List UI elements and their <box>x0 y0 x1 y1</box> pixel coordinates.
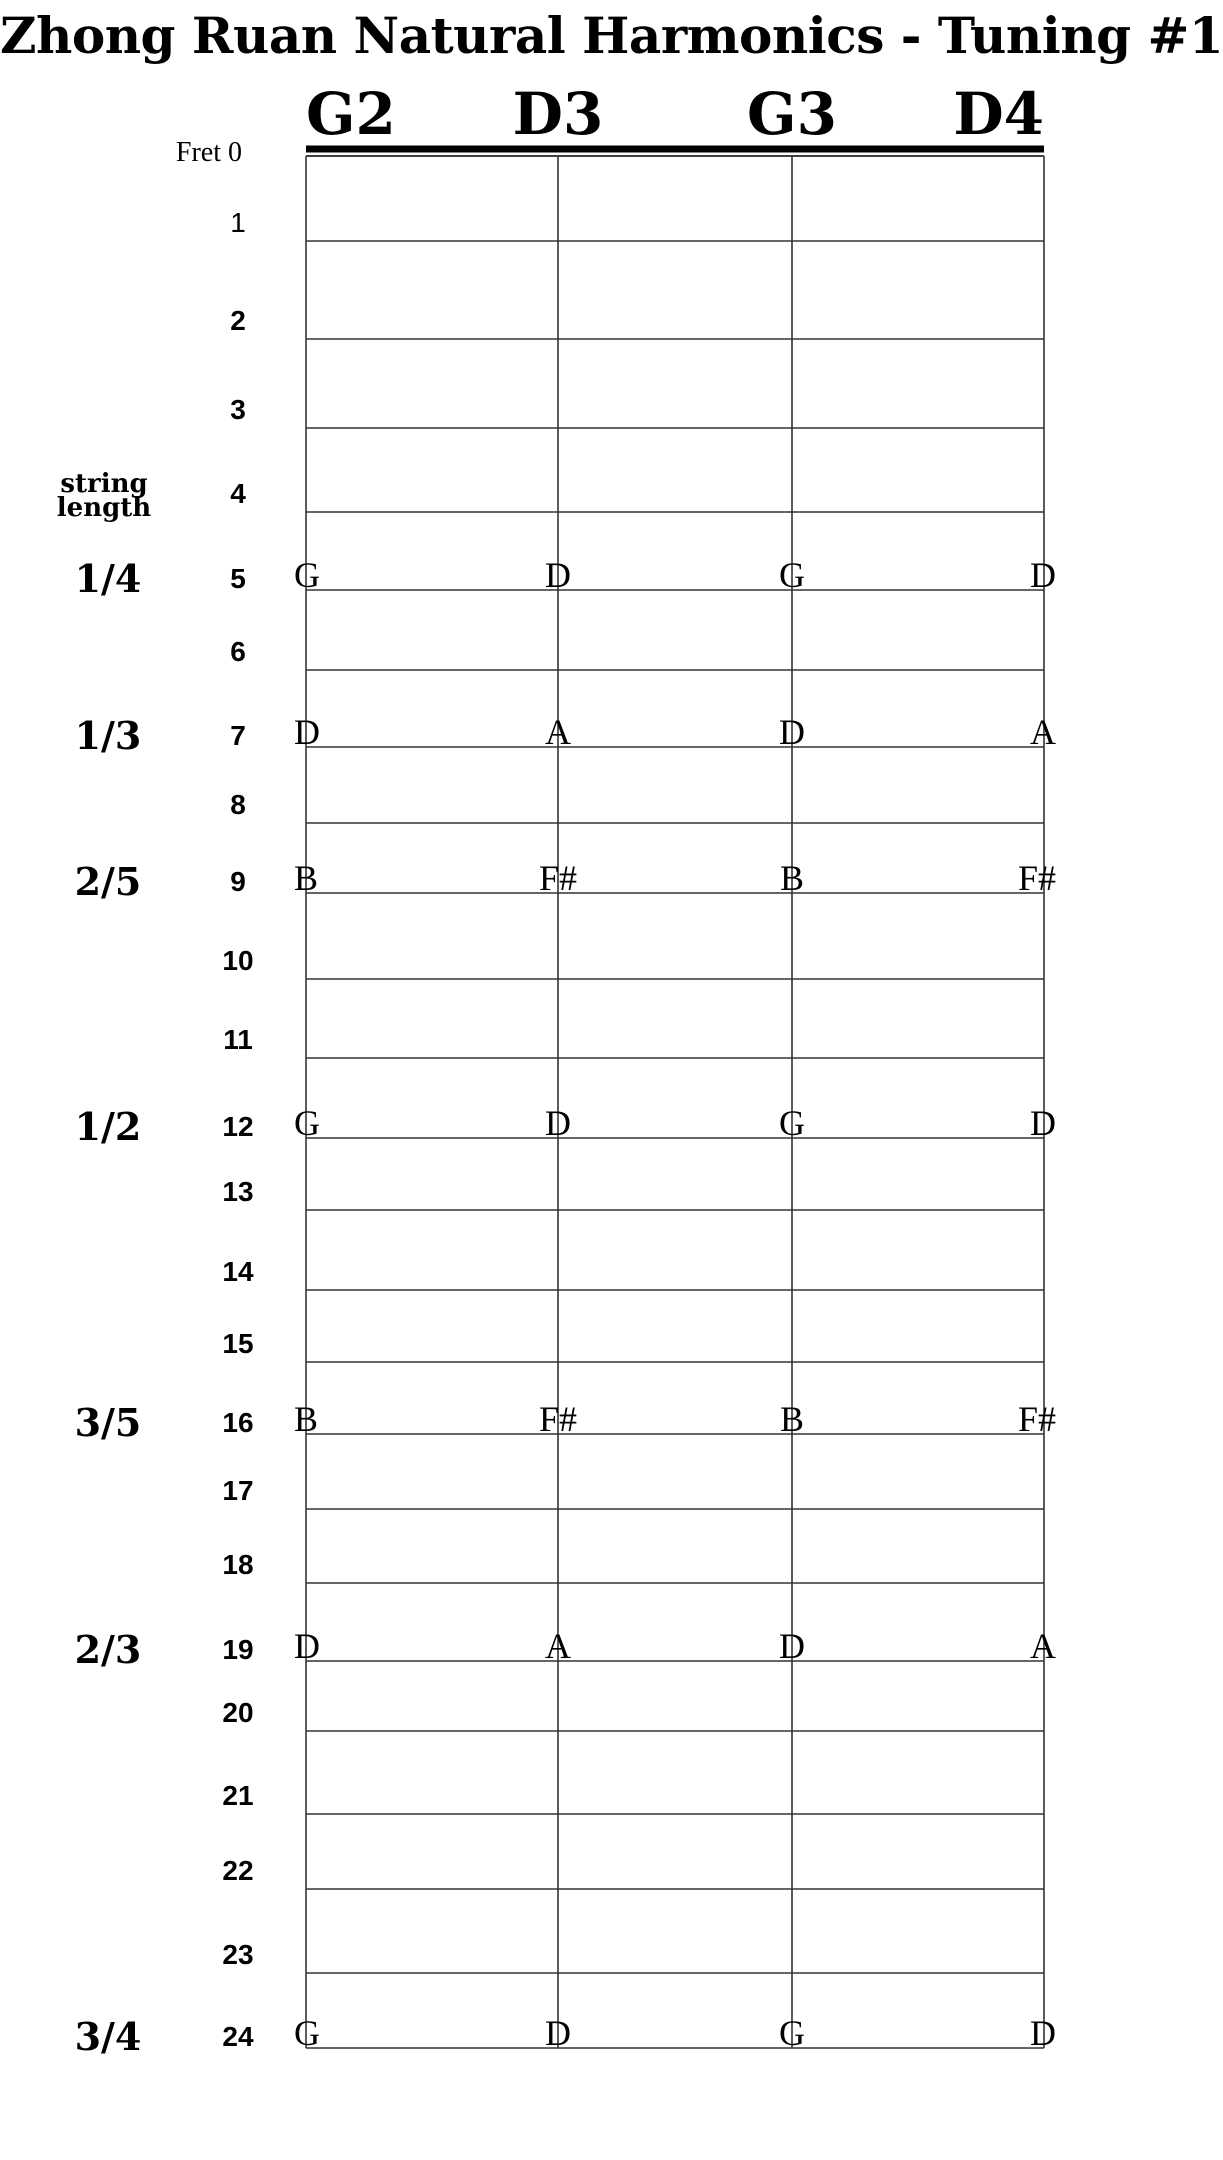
fret-number-20: 20 <box>222 1697 254 1728</box>
harmonic-note-fret19-string1: D <box>294 1626 320 1666</box>
harmonic-note-fret16-string4: F# <box>1017 1399 1056 1439</box>
harmonic-note-fret5-string2: D <box>545 555 571 595</box>
harmonic-note-fret19-string4: A <box>1030 1626 1056 1666</box>
harmonic-note-fret12-string3: G <box>779 1103 805 1143</box>
harmonic-note-fret7-string3: D <box>779 712 805 752</box>
harmonic-note-fret16-string2: F# <box>538 1399 578 1439</box>
fraction-3-4: 3/4 <box>74 2014 142 2059</box>
harmonic-note-fret24-string2: D <box>545 2013 571 2053</box>
fraction-1-4: 1/4 <box>74 556 142 601</box>
fret-number-4: 4 <box>230 478 246 509</box>
harmonic-note-fret12-string4: D <box>1030 1103 1056 1143</box>
fret-number-14: 14 <box>222 1256 254 1287</box>
string-length-heading-line-1: string <box>60 469 148 499</box>
string-name-d4: D4 <box>953 80 1044 148</box>
harmonic-note-fret9-string3: B <box>779 858 805 898</box>
fret-number-11: 11 <box>223 1024 253 1055</box>
harmonic-note-fret24-string3: G <box>779 2013 805 2053</box>
fret-number-5: 5 <box>230 563 246 594</box>
fret-number-13: 13 <box>222 1176 254 1207</box>
fret-number-18: 18 <box>222 1549 254 1580</box>
fret-number-12: 12 <box>222 1111 254 1142</box>
string-name-g3: G3 <box>747 80 837 148</box>
fret-number-10: 10 <box>222 945 254 976</box>
fret-number-17: 17 <box>222 1475 254 1506</box>
fret-number-2: 2 <box>230 305 246 336</box>
harmonic-note-fret9-string2: F# <box>538 858 578 898</box>
fraction-3-5: 3/5 <box>74 1400 142 1445</box>
harmonic-note-fret5-string4: D <box>1030 555 1056 595</box>
string-name-g2: G2 <box>306 80 396 148</box>
fret-0-label: Fret 0 <box>175 137 242 168</box>
fret-number-23: 23 <box>222 1939 254 1970</box>
fraction-1-2: 1/2 <box>74 1104 142 1149</box>
fret-number-8: 8 <box>230 789 246 820</box>
fraction-1-3: 1/3 <box>74 713 142 758</box>
harmonic-note-fret19-string2: A <box>545 1626 571 1666</box>
harmonic-note-fret7-string1: D <box>294 712 320 752</box>
fret-number-9: 9 <box>230 866 246 897</box>
fret-number-6: 6 <box>230 636 246 667</box>
harmonic-note-fret12-string2: D <box>545 1103 571 1143</box>
harmonic-note-fret24-string1: G <box>294 2013 320 2053</box>
fret-number-19: 19 <box>222 1634 254 1665</box>
fret-number-21: 21 <box>222 1780 254 1811</box>
string-name-d3: D3 <box>512 80 604 148</box>
harmonic-note-fret24-string4: D <box>1030 2013 1056 2053</box>
fret-number-24: 24 <box>222 2021 254 2052</box>
fret-number-22: 22 <box>222 1855 254 1886</box>
fret-number-1: 1 <box>230 207 246 238</box>
harmonic-note-fret16-string3: B <box>779 1399 805 1439</box>
harmonic-note-fret12-string1: G <box>294 1103 320 1143</box>
harmonic-note-fret16-string1: B <box>294 1399 319 1439</box>
fret-number-3: 3 <box>230 394 246 425</box>
harmonic-note-fret5-string3: G <box>779 555 805 595</box>
fret-number-16: 16 <box>222 1407 254 1438</box>
harmonic-note-fret5-string1: G <box>294 555 320 595</box>
string-length-heading-line-2: length <box>56 493 152 523</box>
fret-number-15: 15 <box>222 1328 254 1359</box>
page-title: Zhong Ruan Natural Harmonics - Tuning #1 <box>0 6 1223 65</box>
harmonic-note-fret7-string2: A <box>545 712 571 752</box>
harmonic-note-fret9-string1: B <box>294 858 319 898</box>
harmonic-note-fret7-string4: A <box>1030 712 1056 752</box>
fret-number-7: 7 <box>230 720 246 751</box>
harmonic-note-fret19-string3: D <box>779 1626 805 1666</box>
fraction-2-3: 2/3 <box>74 1627 142 1672</box>
harmonic-note-fret9-string4: F# <box>1017 858 1056 898</box>
fraction-2-5: 2/5 <box>74 859 142 904</box>
